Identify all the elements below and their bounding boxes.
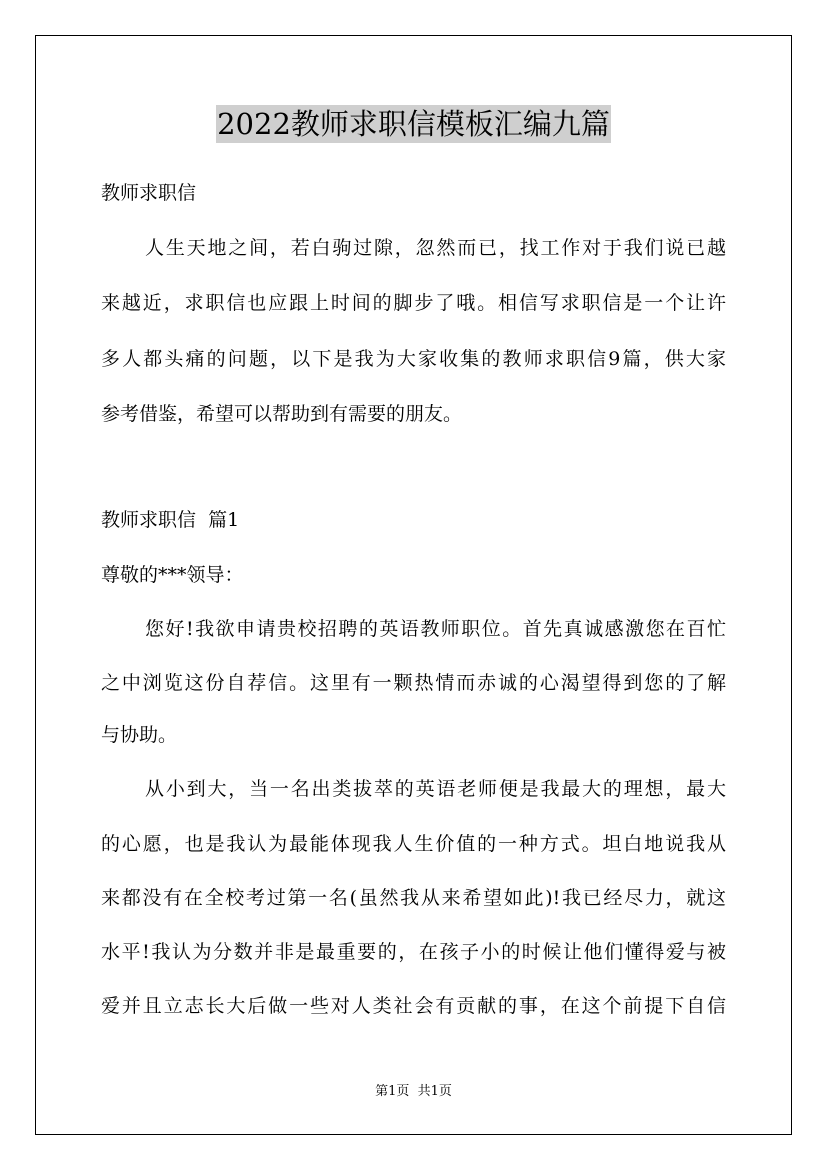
- paragraph-line: 的心愿，也是我认为最能体现我人生价值的一种方式。坦白地说我从: [101, 833, 726, 855]
- page-footer: 第1页 共1页: [375, 1084, 452, 1099]
- intro-line: 来越近，求职信也应跟上时间的脚步了哦。相信写求职信是一个让许: [101, 292, 726, 314]
- document-title: 2022教师求职信模板汇编九篇: [217, 107, 610, 141]
- paragraph-line: 爱并且立志长大后做一些对人类社会有贡献的事，在这个前提下自信: [101, 995, 726, 1017]
- letter-heading: 教师求职信 篇1: [101, 509, 240, 531]
- paragraph-line: 之中浏览这份自荐信。这里有一颗热情而赤诚的心渴望得到您的了解: [101, 672, 726, 694]
- paragraph-line: 与协助。: [101, 724, 178, 746]
- intro-line: 参考借鉴，希望可以帮助到有需要的朋友。: [101, 403, 463, 425]
- title-container: [0, 105, 827, 143]
- section-heading: 教师求职信: [101, 182, 197, 204]
- paragraph-line: 您好!我欲申请贵校招聘的英语教师职位。首先真诚感激您在百忙: [145, 618, 726, 640]
- salutation: 尊敬的***领导：: [101, 564, 244, 586]
- paragraph-line: 从小到大，当一名出类拔萃的英语老师便是我最大的理想，最大: [145, 778, 726, 800]
- paragraph-line: 来都没有在全校考过第一名(虽然我从来希望如此)!我已经尽力，就这: [101, 887, 726, 909]
- intro-line: 人生天地之间，若白驹过隙，忽然而已，找工作对于我们说已越: [145, 237, 726, 259]
- intro-line: 多人都头痛的问题，以下是我为大家收集的教师求职信9篇，供大家: [101, 348, 726, 370]
- paragraph-line: 水平!我认为分数并非是最重要的，在孩子小的时候让他们懂得爱与被: [101, 941, 726, 963]
